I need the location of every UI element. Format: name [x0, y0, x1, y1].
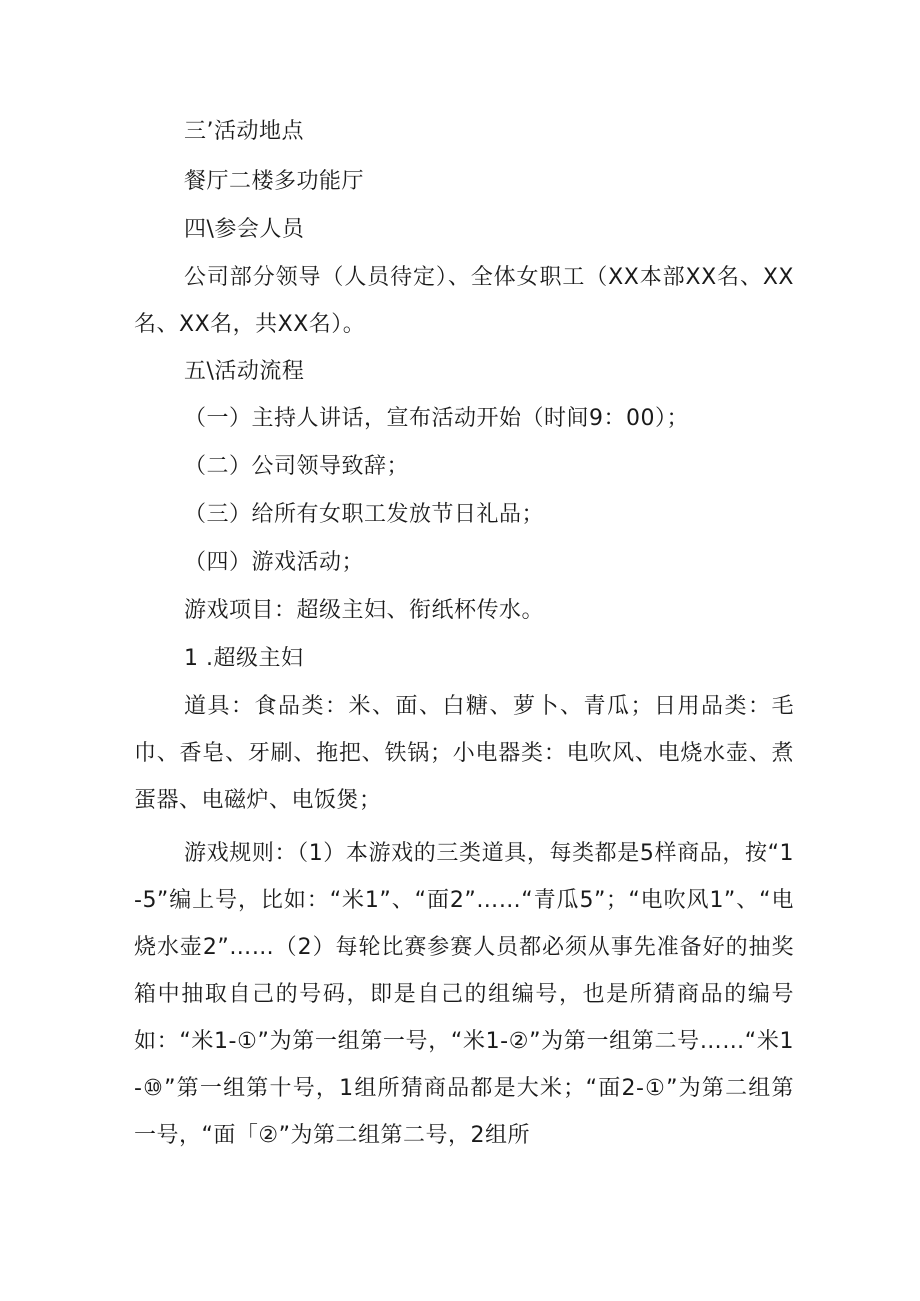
process-step-2: （二）公司领导致辞； — [184, 454, 410, 479]
location-text: 餐厅二楼多功能厅 — [184, 169, 365, 194]
attendees-text: 公司部分领导（人员待定）、全体女职工（XX本部XX名、XX名、XX名，共XX名）。 — [134, 265, 794, 337]
game-1-props: 道具：食品类：米、面、白糖、萝卜、青瓜；日用品类：毛巾、香皂、牙刷、拖把、铁锅；小电器类：电吹风、电烧水壶、煮蛋器、电磁炉、电饭煲； — [134, 694, 794, 813]
process-step-4: （四）游戏活动； — [184, 550, 365, 575]
process-step-1: （一）主持人讲话，宣布活动开始（时间9：00）； — [184, 406, 689, 431]
game-1-rules: 游戏规则：（1）本游戏的三类道具，每类都是5样商品，按“1-5”编上号，比如：“米1”、“面2”……“青瓜5”；“电吹风1”、“电烧水壶2”……（2）每轮比赛参赛人员都必须从事先准备好的抽奖箱中抽取自己的号码，即是自己的组编号，也是所猜商品的编号如：“米1-①”为第一组第一号，“米1-②”为第一组第二号……“米1-⑩”第一组第十号，1组所猜商品都是大米；“面2-①”为第二组第一号，“面「②”为第二组第二号，2组所 — [134, 841, 794, 1148]
section-heading-location: 三’活动地点 — [184, 119, 304, 144]
section-heading-attendees: 四\参会人员 — [184, 217, 305, 242]
game-items: 游戏项目：超级主妇、衔纸杯传水。 — [184, 598, 545, 623]
section-heading-process: 五\活动流程 — [184, 359, 305, 384]
game-1-heading: 1 .超级主妇 — [184, 646, 304, 671]
process-step-3: （三）给所有女职工发放节日礼品； — [184, 502, 545, 527]
